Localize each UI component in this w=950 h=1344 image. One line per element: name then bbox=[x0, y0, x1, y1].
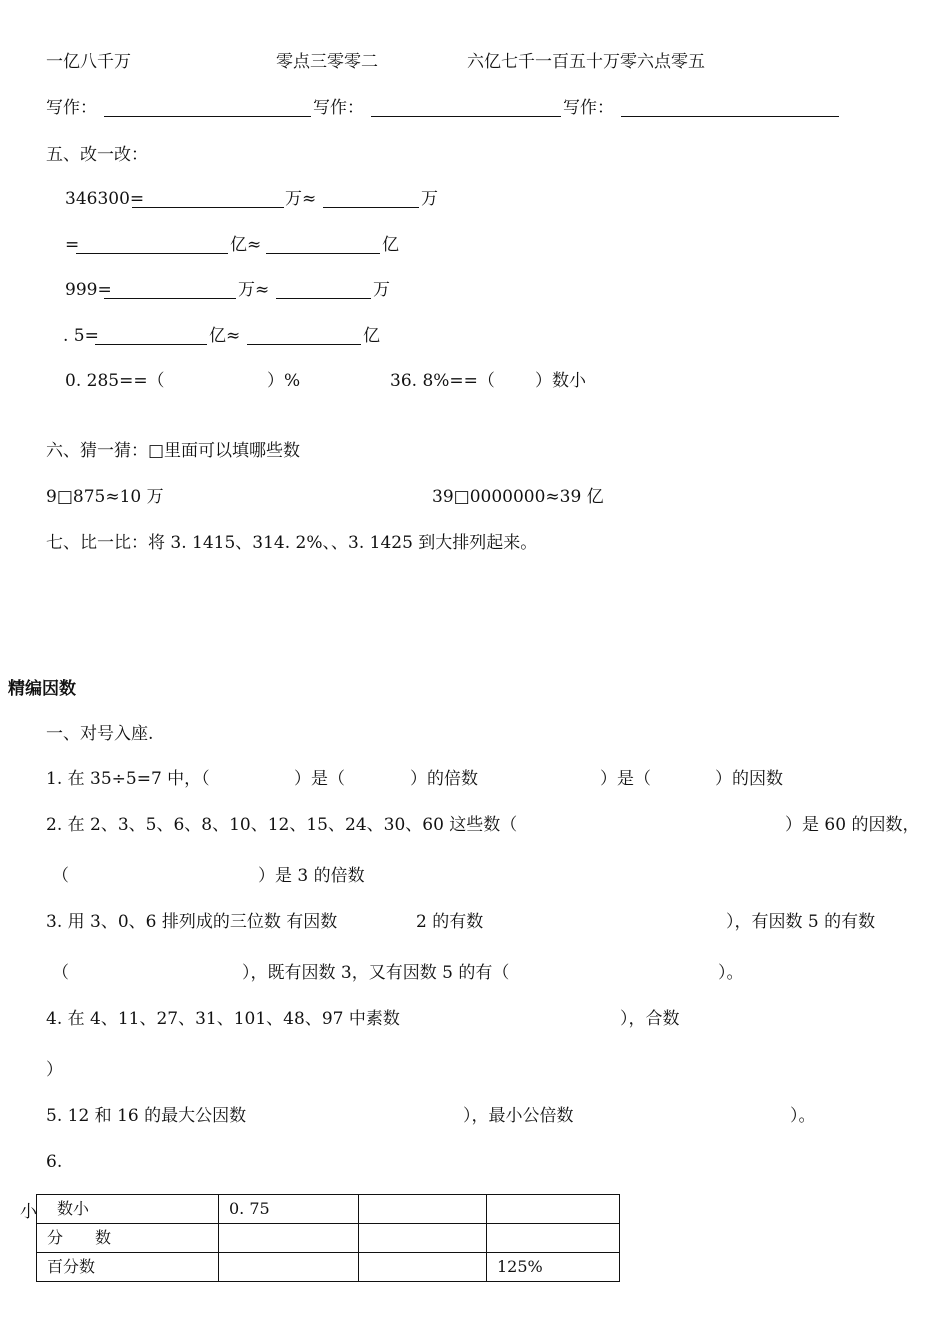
write-label-1: 写作： bbox=[46, 98, 97, 118]
q3-b: 2 的有数 bbox=[416, 912, 484, 932]
word-number-3: 六亿七千一百五十万零六点零五 bbox=[467, 52, 705, 72]
s5-r2-blank-1[interactable] bbox=[76, 253, 228, 254]
q2-a: 2. 在 2、3、5、6、8、10、12、15、24、30、60 这些数（ bbox=[46, 815, 518, 835]
s5-r3-a: 999= bbox=[65, 280, 112, 300]
s5-r2-c: 亿 bbox=[382, 235, 399, 255]
s5-r2-blank-2[interactable] bbox=[266, 253, 380, 254]
write-label-3: 写作： bbox=[563, 98, 614, 118]
table-cell[interactable] bbox=[219, 1253, 359, 1282]
q3-c: ），有因数 5 的有数 bbox=[726, 912, 876, 932]
s5-r4-b: 亿≈ bbox=[209, 326, 241, 346]
s5-r4-blank-2[interactable] bbox=[247, 344, 361, 345]
s5-r4-c: 亿 bbox=[363, 326, 380, 346]
s5-r1-b: 万≈ bbox=[285, 189, 317, 209]
q4-c: ） bbox=[46, 1060, 63, 1080]
table-row bbox=[37, 1253, 620, 1282]
q1-c: ）的倍数 bbox=[410, 769, 478, 789]
s5-r3-b: 万≈ bbox=[238, 280, 270, 300]
q3-e: ），既有因数 3，又有因数 5 的有（ bbox=[242, 963, 510, 983]
q4-a: 4. 在 4、11、27、31、101、48、97 中素数 bbox=[46, 1009, 400, 1029]
table-row bbox=[37, 1195, 620, 1224]
q1-d: ）是（ bbox=[600, 769, 651, 789]
s5-r2-b: 亿≈ bbox=[230, 235, 262, 255]
conversion-table bbox=[36, 1194, 620, 1282]
table-row bbox=[37, 1224, 620, 1253]
table-cell[interactable] bbox=[219, 1224, 359, 1253]
q2-d: ）是 3 的倍数 bbox=[258, 866, 365, 886]
q3-f: ）。 bbox=[718, 963, 744, 983]
table-cell: 数小 bbox=[37, 1195, 219, 1224]
s5-r5-c: 36. 8%==（ bbox=[390, 371, 495, 391]
q3-d: （ bbox=[52, 963, 69, 983]
q5-a: 5. 12 和 16 的最大公因数 bbox=[46, 1106, 247, 1126]
s6-q1: 9□875≈10 万 bbox=[46, 487, 164, 507]
q2-c: （ bbox=[52, 866, 69, 886]
q2-b: ）是 60 的因数， bbox=[785, 815, 920, 835]
q5-c: ）。 bbox=[790, 1106, 816, 1126]
write-blank-3[interactable] bbox=[621, 116, 839, 117]
s5-r1-c: 万 bbox=[421, 189, 438, 209]
word-number-1: 一亿八千万 bbox=[46, 52, 131, 72]
part2-s1-title: 一、对号入座. bbox=[46, 724, 154, 744]
table-cell: 0. 75 bbox=[219, 1195, 359, 1224]
q6-label: 6. bbox=[46, 1152, 63, 1172]
s6-q2: 39□0000000≈39 亿 bbox=[432, 487, 604, 507]
write-label-2: 写作： bbox=[313, 98, 364, 118]
s5-r5-b: ）% bbox=[267, 371, 301, 391]
q3-a: 3. 用 3、0、6 排列成的三位数 有因数 bbox=[46, 912, 338, 932]
q1-e: ）的因数 bbox=[715, 769, 783, 789]
s5-r3-blank-1[interactable] bbox=[104, 298, 236, 299]
q5-b: ），最小公倍数 bbox=[463, 1106, 574, 1126]
table-cell: 百分数 bbox=[37, 1253, 219, 1282]
s5-r1-a: 346300= bbox=[65, 189, 145, 209]
table-cell: 分 数 bbox=[37, 1224, 219, 1253]
write-blank-1[interactable] bbox=[104, 116, 311, 117]
table-cell: 125% bbox=[487, 1253, 620, 1282]
s5-r5-d: ）数小 bbox=[535, 371, 586, 391]
s5-r1-blank-2[interactable] bbox=[323, 207, 419, 208]
table-cell[interactable] bbox=[359, 1253, 487, 1282]
write-blank-2[interactable] bbox=[371, 116, 561, 117]
q1-a: 1. 在 35÷5=7 中，（ bbox=[46, 769, 210, 789]
s5-r1-blank-1[interactable] bbox=[132, 207, 284, 208]
table-cell[interactable] bbox=[487, 1224, 620, 1253]
table-cell[interactable] bbox=[487, 1195, 620, 1224]
s5-r5-a: 0. 285==（ bbox=[65, 371, 165, 391]
part2-heading: 精编因数 bbox=[8, 679, 76, 699]
table-side-label: 小 bbox=[20, 1202, 37, 1222]
section7-title: 七、比一比：将 3. 1415、314. 2%、、3. 1425 到大排列起来。 bbox=[46, 533, 538, 553]
q1-b: ）是（ bbox=[294, 769, 345, 789]
s5-r4-blank-1[interactable] bbox=[95, 344, 207, 345]
s5-r2-a: = bbox=[65, 235, 80, 255]
s5-r4-a: . 5= bbox=[63, 326, 99, 346]
table-cell[interactable] bbox=[359, 1224, 487, 1253]
s5-r3-blank-2[interactable] bbox=[276, 298, 371, 299]
section6-title: 六、猜一猜：□里面可以填哪些数 bbox=[46, 441, 301, 461]
section5-title: 五、改一改： bbox=[46, 145, 148, 165]
s5-r3-c: 万 bbox=[373, 280, 390, 300]
word-number-2: 零点三零零二 bbox=[276, 52, 378, 72]
q4-b: ），合数 bbox=[620, 1009, 680, 1029]
table-cell[interactable] bbox=[359, 1195, 487, 1224]
